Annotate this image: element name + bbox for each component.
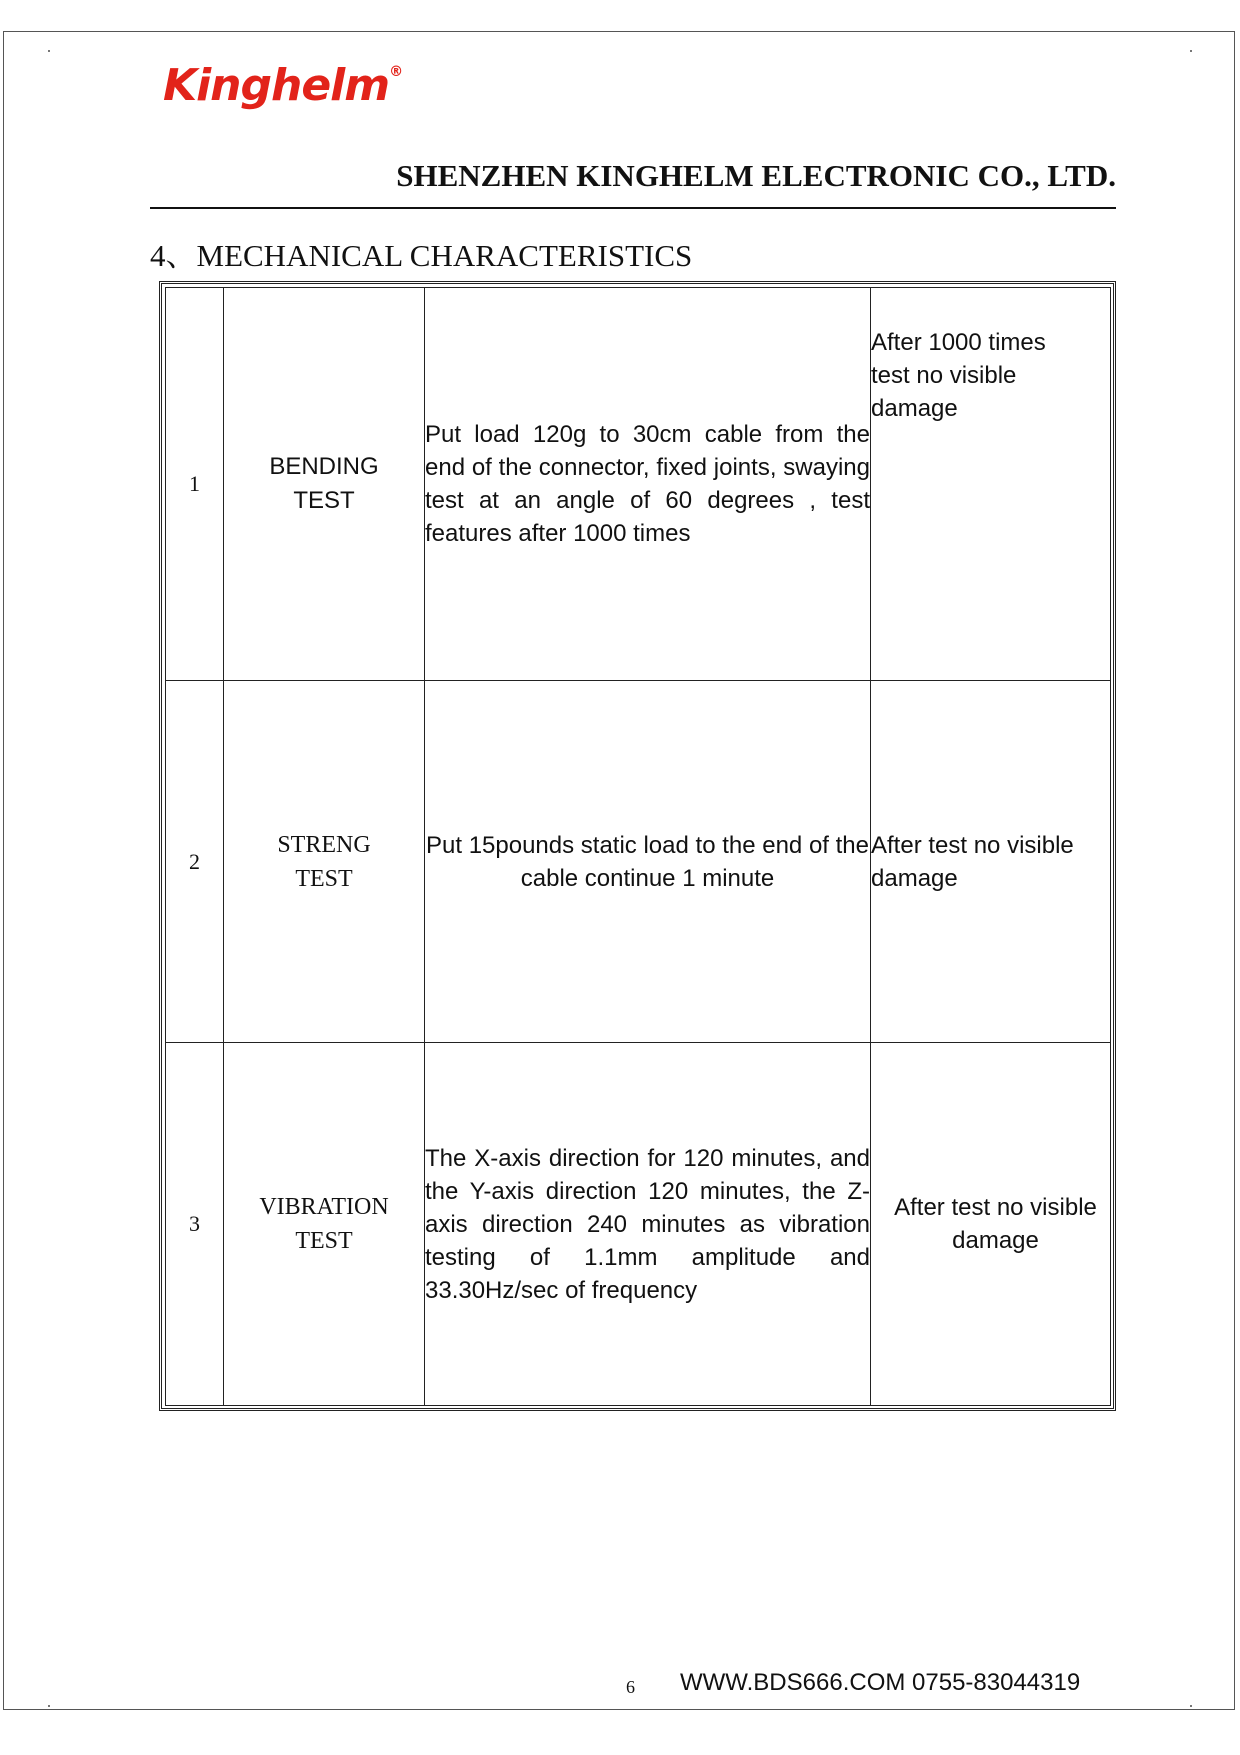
test-result: After test no visible damage bbox=[871, 681, 1111, 1043]
test-item-line: BENDING bbox=[269, 453, 379, 480]
test-item bbox=[224, 681, 425, 1043]
test-condition: Put 15pounds static load to the end of the cable continue 1 minute bbox=[425, 681, 871, 1043]
crop-mark bbox=[1190, 1705, 1192, 1707]
company-name: SHENZHEN KINGHELM ELECTRONIC CO., LTD. bbox=[396, 158, 1116, 193]
test-condition: The X-axis direction for 120 minutes, and the Y-axis direction 120 minutes, the Z-axis direction 240 minutes as vibration testing of 1.1mm amplitude and 33.30Hz/sec of frequency bbox=[425, 1043, 871, 1406]
row-number: 2 bbox=[166, 681, 224, 1043]
test-item-line: TEST bbox=[295, 1228, 353, 1254]
table-row bbox=[166, 681, 1111, 1043]
header-divider bbox=[150, 207, 1116, 209]
test-item bbox=[224, 1043, 425, 1406]
test-item-line: TEST bbox=[295, 865, 353, 892]
test-item-line: VIBRATION bbox=[259, 1194, 389, 1220]
company-logo bbox=[163, 60, 402, 111]
test-item-line: STRENG bbox=[277, 831, 371, 858]
test-item-line: TEST bbox=[293, 487, 355, 514]
test-result-text: After test no visible damage bbox=[894, 1194, 1097, 1254]
mechanical-table bbox=[159, 281, 1116, 1411]
test-condition: Put load 120g to 30cm cable from the end of the connector, fixed joints, swaying test at an angle of 60 degrees , test features after 1000 times bbox=[425, 288, 871, 681]
row-number: 3 bbox=[166, 1043, 224, 1406]
test-result-text: After 1000 times test no visible damage bbox=[871, 329, 1046, 422]
crop-mark bbox=[48, 1705, 50, 1707]
registered-mark: ® bbox=[389, 64, 403, 80]
crop-mark bbox=[48, 50, 50, 52]
table-row bbox=[166, 288, 1111, 681]
test-result bbox=[871, 288, 1111, 681]
page-number: 6 bbox=[626, 1677, 635, 1697]
test-item bbox=[224, 288, 425, 681]
footer-contact: WWW.BDS666.COM 0755-83044319 bbox=[680, 1669, 1081, 1696]
test-result bbox=[871, 1043, 1111, 1406]
table-row bbox=[166, 1043, 1111, 1406]
row-number: 1 bbox=[166, 288, 224, 681]
logo-text: Kinghelm bbox=[163, 60, 390, 111]
crop-mark bbox=[1190, 50, 1192, 52]
section-heading: 4、MECHANICAL CHARACTERISTICS bbox=[150, 238, 693, 273]
